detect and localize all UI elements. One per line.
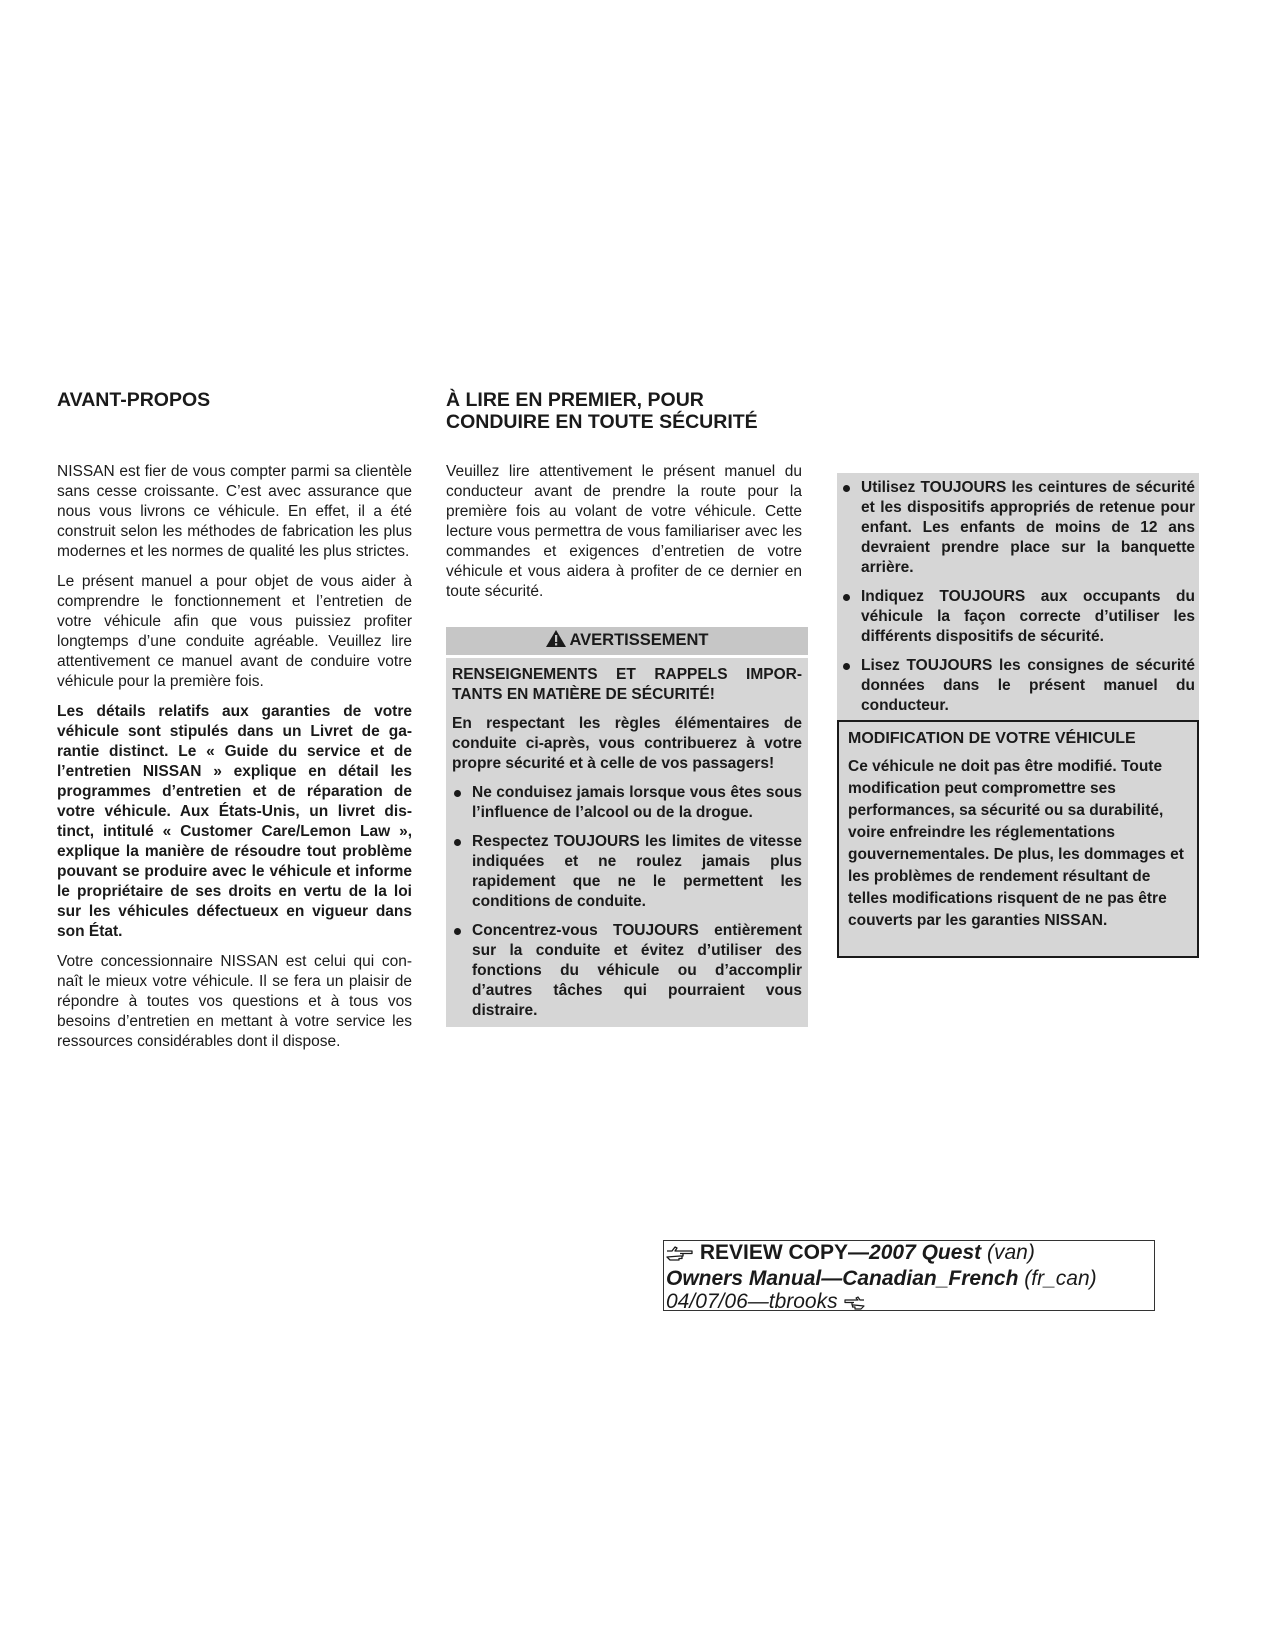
list-item-text: Ne conduisez jamais lorsque vous êtes sous l’influence de l’alcool ou de la drogue. bbox=[472, 784, 802, 821]
review-line-3 bbox=[666, 1290, 1154, 1316]
paragraph: Le présent manuel a pour objet de vous aider à comprendre le fonctionnement et l’entretien de votre véhicule afin que vous puissiez profiter longtemps d’une conduite agréable. Veuillez lire attentivement ce manuel avant de conduire votre véhicule pour la première fois. bbox=[57, 573, 412, 690]
list-item-text: Concentrez-vous TOUJOURS entièrement sur la conduite et évitez d’utiliser des fonctions du véhicule ou d’accomplir d’autres tâches qui pourraient vous distraire. bbox=[472, 922, 802, 1019]
section-heading-safety bbox=[446, 389, 758, 433]
warning-continuation bbox=[837, 473, 1199, 720]
list-item bbox=[452, 832, 802, 912]
pointing-hand-right-icon bbox=[666, 1244, 694, 1267]
warning-title bbox=[446, 627, 808, 658]
warning-box bbox=[446, 627, 808, 1027]
avant-propos-text bbox=[57, 462, 412, 1062]
list-item-text: Indiquez TOUJOURS aux occupants du véhicule la façon correcte d’utiliser les différents dispositifs de sécurité. bbox=[861, 588, 1195, 645]
bullet-icon bbox=[843, 594, 850, 601]
warning-bullet-list-continued bbox=[841, 478, 1195, 716]
warning-title-text: AVERTISSEMENT bbox=[569, 631, 709, 649]
warning-triangle-icon bbox=[545, 629, 567, 654]
list-item bbox=[452, 783, 802, 823]
bullet-icon bbox=[843, 663, 850, 670]
modification-title: MODIFICATION DE VOTRE VÉHICULE bbox=[848, 730, 1136, 747]
bullet-icon bbox=[843, 485, 850, 492]
manual-locale: (fr_can) bbox=[1024, 1267, 1097, 1290]
list-item bbox=[841, 587, 1195, 647]
review-line-2 bbox=[666, 1267, 1154, 1290]
bullet-icon bbox=[454, 839, 461, 846]
modification-box bbox=[837, 720, 1199, 958]
warning-body bbox=[446, 658, 808, 1027]
list-item bbox=[841, 478, 1195, 578]
paragraph: NISSAN est fier de vous compter parmi sa clientèle sans cesse croissante. C’est avec assurance que nous vous livrons ce véhicule. En effet, il a été construit selon les méthodes de fabrication les plus modernes et les normes de qualité les plus strictes. bbox=[57, 463, 412, 560]
bullet-icon bbox=[454, 928, 461, 935]
review-copy-label: REVIEW COPY— bbox=[699, 1241, 870, 1264]
review-copy-stamp bbox=[663, 1240, 1155, 1311]
model-name: 2007 Quest bbox=[869, 1241, 982, 1264]
section-heading-avant-propos: AVANT-PROPOS bbox=[57, 389, 211, 411]
safety-intro bbox=[446, 462, 802, 612]
warning-bullet-list bbox=[452, 783, 802, 1021]
list-item-text: Utilisez TOUJOURS les ceintures de sécurité et les dispositifs appropriés de retenue pour enfant. Les enfants de moins de 12 ans devraient prendre place sur la banquette arrière. bbox=[861, 479, 1195, 576]
heading-line: CONDUIRE EN TOUTE SÉCURITÉ bbox=[446, 411, 758, 433]
list-item-text: Lisez TOUJOURS les consignes de sécurité données dans le présent manuel du conducteur. bbox=[861, 657, 1195, 714]
warning-lead: En respectant les règles élémentaires de conduite ci-après, vous contribuerez à votre propre sécurité et à celle de vos passagers! bbox=[452, 715, 802, 772]
warranty-paragraph: Les détails relatifs aux garanties de votre véhicule sont stipulés dans un Livret de garantie distinct. Le « Guide du service et de l’entretien NISSAN » explique en détail les programmes d’entretien et de réparation de votre véhicule. Aux États-Unis, un livret distinct, intitulé « Customer Care/Lemon Law », explique la manière de résoudre tout problème pouvant se produire avec le véhicule et informe le propriétaire de ses droits en vertu de la loi sur les véhicules défectueux en vigueur dans son État. bbox=[57, 703, 412, 940]
paragraph: Veuillez lire attentivement le présent manuel du conducteur avant de prendre la route pour la première fois au volant de votre véhicule. Cette lecture vous permettra de vous familiariser avec les commandes et exigences d’entretien de votre véhicule et vous aidera à profiter de ce dernier en toute sécurité. bbox=[446, 463, 802, 600]
paragraph: Votre concessionnaire NISSAN est celui qui connaît le mieux votre véhicule. Il se fera un plaisir de répondre à toutes vos questions et à tous vos besoins d’entretien en mettant à votre service les ressources considérables dont il dispose. bbox=[57, 953, 412, 1050]
model-type: (van) bbox=[986, 1241, 1035, 1264]
date-author: 04/07/06—tbrooks bbox=[666, 1290, 838, 1313]
pointing-hand-left-icon bbox=[843, 1293, 865, 1316]
list-item bbox=[841, 656, 1195, 716]
list-item-text: Respectez TOUJOURS les limites de vitesse indiquées et ne roulez jamais plus rapidement que ne le permettent les conditions de conduite. bbox=[472, 833, 802, 910]
list-item bbox=[452, 921, 802, 1021]
warning-subtitle: RENSEIGNEMENTS ET RAPPELS IMPORTANTS EN MATIÈRE DE SÉCURITÉ! bbox=[452, 666, 802, 703]
modification-body: Ce véhicule ne doit pas être modifié. Toute modification peut compromettre ses performances, sa sécurité ou sa durabilité, voire enfreindre les réglementations gouvernementales. De plus, les dommages et les problèmes de rendement résultant de telles modifications risquent de ne pas être couverts par les garanties NISSAN. bbox=[848, 758, 1184, 929]
review-line-1 bbox=[666, 1241, 1154, 1267]
heading-line: À LIRE EN PREMIER, POUR bbox=[446, 389, 704, 411]
bullet-icon bbox=[454, 790, 461, 797]
manual-name: Owners Manual—Canadian_French bbox=[666, 1267, 1019, 1290]
